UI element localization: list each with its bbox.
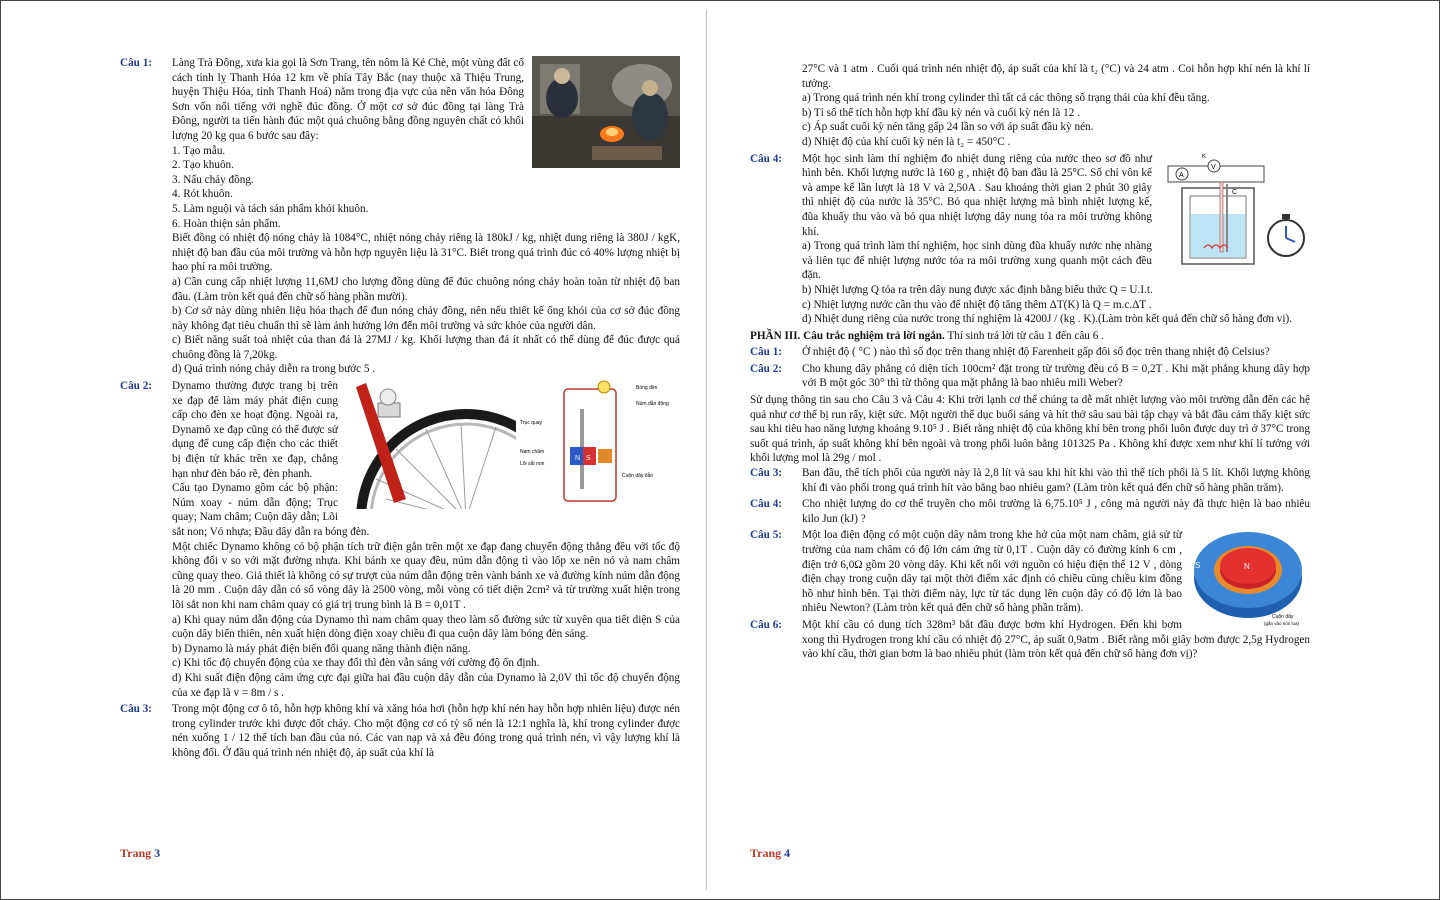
page-4 xyxy=(750,62,1310,664)
calorimeter-diagram xyxy=(1160,152,1310,268)
dynamo-figures xyxy=(346,379,680,509)
label-coil: Cuộn dây dẫn xyxy=(622,473,654,480)
statement-c: c) Biết năng suất toả nhiệt của than đá là 27MJ / kg. Khối lượng than đá ít nhất có thể dùng để đúc được quả chuông đồng là 7,20kg. xyxy=(172,334,680,361)
statement-c: c) Nhiệt lượng nước cần thu vào để nhiệt độ tăng thêm ΔT(K) là Q = m.c.ΔT . xyxy=(802,298,1152,311)
label-knob: Núm dẫn động xyxy=(636,401,669,408)
loudspeaker-magnet-diagram xyxy=(1190,528,1310,628)
statement-a: a) Cần cung cấp nhiệt lượng 11,6MJ cho lượng đồng dùng để đúc chuông nóng chảy hoàn toàn từ nhiệt độ ban đầu. (Làm tròn kết quả đến chữ số hàng phần mười). xyxy=(172,275,680,303)
short-question-4: Câu 4: Cho nhiệt lượng do cơ thể truyền cho môi trường là 6,75.10⁵ J , công mà người này đã thực hiện là bao nhiêu kilo Jun (kJ) ? xyxy=(750,498,1310,525)
statement-b: b) Tỉ số thể tích hỗn hợp khí đầu kỳ nén và cuối kỳ nén là 12 . xyxy=(802,106,1080,119)
pole-n: N xyxy=(1244,562,1250,572)
question-label: Câu 1: xyxy=(120,57,153,69)
calorimeter-label: C xyxy=(1232,188,1238,196)
question-label: Câu 1: xyxy=(750,346,783,359)
label-bulb: Bóng đèn xyxy=(636,385,658,392)
question-3-continued: 27°C và 1 atm . Cuối quá trình nén nhiệt độ, áp suất của khí là t₂ (°C) và 24 atm . Coi hỗn hợp khí nén là khí lí tưởng. a) Trong quá trình nén khí trong cylinder thì tất cả các thông số trạng thái của khí đều tăng. b) Tỉ số thể tích hỗn hợp khí đầu kỳ nén và cuối kỳ nén là 12 . c) Áp suất cuối kỳ nén tăng gấp 24 lần so với áp suất đầu kỳ nén. d) Nhiệt độ của khí cuối kỳ nén là t₂ = 450°C . xyxy=(802,63,1310,148)
voltmeter-label: V xyxy=(1211,163,1216,171)
statement-a: a) Khi quay núm dẫn động của Dynamo thì nam châm quay theo làm số đường sức từ xuyên qua tiết diện S của cuộn dây biến thiên, nên xuất hiện dòng điện xoay chiều đi qua cuộn dây làm bóng đèn sáng. xyxy=(172,613,680,641)
question-label: Câu 6: xyxy=(750,618,783,631)
question-label: Câu 2: xyxy=(120,380,153,393)
question-2: Câu 2: N S Bóng đèn Núm dẫn động Trục quay Nam châm Lõi sắt non Cuộn dây dẫn Dynamo thường được trang bị trên xe đạp để làm máy phát điện cung cấp cho đèn xe hoạt động. Ngoài ra, Dynamô xe đạp cũng có thể được sử dụng để cung cấp điện cho các thiết bị điện tử khác trên xe đạp, chẳng hạn như đèn báo rẽ, đèn phanh. Cấu tạo Dynamo gồm các bộ phận: Núm xoay - núm dẫn động; Trục quay; Nam châm; Cuộn dây dẫn; Lõi sắt non; Vỏ nhựa; Đầu dây dẫn ra bóng đèn. Một chiếc Dynamo không có bộ phận tích trữ điện gắn trên một xe đạp đang chuyển động thẳng đều với tốc độ không đổi v so với mặt đường nhựa. Khi bánh xe quay đều, núm dẫn động tì vào lốp xe nên nó và nam châm cũng quay theo. Giả thiết là không có sự trượt của núm dẫn động trên vành bánh xe và đường kính núm dẫn động là 20 mm . Cuộn dây dẫn có số vòng dây là 2500 vòng, mỗi vòng có tiết diện 2cm² và từ trường xuất hiện trong lõi sắt non khi nam châm quay có giá trị trung bình là B = 0,01T . a) Khi quay núm dẫn động của Dynamo thì nam châm quay theo làm số đường sức từ xuyên qua tiết diện S của cuộn dây biến thiên, nên xuất hiện dòng điện xoay chiều đi qua cuộn dây làm bóng đèn sáng. b) Dynamo là máy phát điện biến đổi quang năng thành điện năng. c) Khi tốc độ chuyển động của xe thay đổi thì đèn vẫn sáng với cường độ ổn định. d) Khi suất điện động cảm ứng cực đại giữa hai đầu cuộn dây dẫn của Dynamo là 2,0V thì tốc độ chuyển động của xe đạp là v = 8m / s . xyxy=(120,380,680,699)
ammeter-label: A xyxy=(1179,171,1184,179)
short-question-6: Câu 6: Một khí cầu có dung tích 328m³ bắt đầu được bơm khí Hydrogen. Đến khi bơm xong thì Hydrogen trong khí cầu có nhiệt độ 27°C, áp suất 0,9atm . Biết rằng mỗi giây bơm được 2,5g Hydrogen vào khí cầu, thời gian bơm là bao nhiêu phút (làm tròn kết quả đến chữ số hàng đơn vị)? xyxy=(750,618,1310,661)
question-label: Câu 3: xyxy=(750,467,783,480)
short-question-5: Câu 5: S N Cuộn dây (gắn vào nón loa) Một loa điện động có một cuộn dây nằm trong khe hở của một nam châm, giả sử từ trường của nam châm có độ lớn cảm ứng từ 0,1T . Cuộn dây có đường kính 6 cm , điện trở 6,0Ω gồm 20 vòng dây. Khi kết nối với nguồn có hiệu điện thế 12 V , dòng điện chạy trong cuộn dây tại một thời điểm xác định có chiều cùng chiều kim đồng hồ như hình bên. Tại thời điểm này, lực từ tác dụng lên cuộn dây có độ lớn là bao nhiêu Newton? (Làm tròn kết quả đến chữ số hàng phần trăm). xyxy=(750,528,1310,616)
statement-b: b) Nhiệt lượng Q tỏa ra trên dây nung được xác định bằng biểu thức Q = U.I.t. xyxy=(802,283,1153,296)
dynamo-structure-diagram xyxy=(520,379,680,509)
question-4: Câu 4: A V K C Một học sinh làm thí nghiệm đo nhiệt dung riêng của nước theo sơ đồ như hình bên. Khối lượng nước là 160 g , nhiệt độ ban đầu là 25°C. Số chỉ vôn kế và ampe kế lần lượt là 18 V và 2,50A . Sau khoảng thời gian 2 phút 30 giây thì nhiệt độ của nước là 35°C. Bỏ qua nhiệt lượng mà bình nhiệt lượng kế, đũa khuấy thu vào và bỏ qua nhiệt lượng dây nung tỏa ra môi trường không khí. a) Trong quá trình làm thí nghiệm, học sinh dùng đũa khuấy nước nhẹ nhàng và liên tục để nhiệt lượng nước tỏa ra môi trường xung quanh một cách đều đặn. b) Nhiệt lượng Q tỏa ra trên dây nung được xác định bằng biểu thức Q = U.I.t. c) Nhiệt lượng nước cần thu vào để nhiệt độ tăng thêm ΔT(K) là Q = m.c.ΔT . d) Nhiệt dung riêng của nước trong thí nghiệm là 4200J / (kg . K).(Làm tròn kết quả đến chữ số hàng đơn vị). xyxy=(750,152,1310,327)
question-label: Câu 4: xyxy=(750,498,783,511)
question-label: Câu 3: xyxy=(120,703,153,716)
statement-c: c) Khi tốc độ chuyển động của xe thay đổi thì đèn vẫn sáng với cường độ ổn định. xyxy=(172,657,540,670)
bicycle-dynamo-photo xyxy=(346,379,516,509)
question-1: Câu 1: Làng Trà Đông, xưa kia gọi là Sơn Trang, tên nôm là Kẻ Chè, một vùng đất cổ cách tỉnh lỵ Thanh Hóa 12 km về phía Tây Bắc (nay thuộc xã Thiệu Trung, huyện Thiệu Hóa, tỉnh Thanh Hoá) nằm trong địa vực của nền văn hóa Đông Sơn vốn nổi tiếng với nghề đúc đồng. Ở một cơ sở đúc đồng tại làng Trà Đông, người ta tiến hành đúc một quả chuông bằng đồng nguyên chất có khối lượng 20 kg qua 6 bước sau đây: 1. Tạo mẫu. 2. Tạo khuôn. 3. Nấu chảy đồng. 4. Rót khuôn. 5. Làm nguội và tách sản phẩm khỏi khuôn. 6. Hoàn thiện sản phẩm. Biết đồng có nhiệt độ nóng chảy là 1084°C, nhiệt nóng chảy riêng là 180kJ / kg, nhiệt dung riêng là 380J / kgK, nhiệt độ ban đầu của môi trường và hỗn hợp nguyên liệu là 31°C. Biết trong quá trình đúc có 40% lượng nhiệt bị hao phí ra môi trường. a) Cần cung cấp nhiệt lượng 11,6MJ cho lượng đồng dùng để đúc chuông nóng chảy hoàn toàn từ nhiệt độ ban đầu. (Làm tròn kết quả đến chữ số hàng phần mười). b) Cơ sở này dùng nhiên liệu hóa thạch để đun nóng chảy đồng, nên nếu thiết kế ống khói của cơ sở đúc đồng này không đạt tiêu chuẩn thì sẽ làm ảnh hưởng lớn đến môi trường và sức khỏe của người dân. c) Biết năng suất toả nhiệt của than đá là 27MJ / kg. Khối lượng than đá ít nhất có thể dùng để đúc được quả chuông đồng là 7,20kg. d) Quá trình nóng chảy diễn ra trong bước 5 . xyxy=(120,57,680,376)
page-number-3: Trang 3 xyxy=(120,846,161,860)
pole-s: S xyxy=(1195,561,1201,571)
coil-note: (gắn vào nón loa) xyxy=(1264,621,1300,627)
shared-info: Sử dụng thông tin sau cho Câu 3 và Câu 4: Khi trời lạnh cơ thể chúng ta dễ mất nhiệt lượng vào môi trường dẫn đến các hệ quả như cơ thể bị run rẩy, kiệt sức. Một người thể dục buổi sáng và hít thở sâu sau bài tập chạy và bắt đầu cảm thấy kiệt sức sau khi tiêu hao năng lượng khoảng 9.10⁵ J . Biết rằng nhiệt độ của không khí bên trong phổi luôn được duy trì ở 37°C trong suốt quá trình, áp suất không khí bên ngoài và trong phổi luôn bằng 101325 Pa . Không khí được xem như khí lí tưởng với khối lượng mol là 29g / mol . xyxy=(750,394,1310,465)
question-label: Câu 4: xyxy=(750,152,783,165)
statement-d: d) Nhiệt độ của khí cuối kỳ nén là t₂ = 450°C . xyxy=(802,135,1011,148)
page-number-4: Trang 4 xyxy=(750,846,791,860)
statement-d: d) Khi suất điện động cảm ứng cực đại giữa hai đầu cuộn dây dẫn của Dynamo là 2,0V thì tốc độ chuyển động của xe đạp là v = 8m / s . xyxy=(172,671,680,699)
statement-b: b) Dynamo là máy phát điện biến đổi quang năng thành điện năng. xyxy=(172,642,471,655)
short-question-3: Câu 3: Ban đầu, thể tích phổi của người này là 2,8 lít và sau khi hít khi vào thì thể tích phổi là 5 lít. Khối lượng không khí đi vào phổi trong quá trình hít vào bằng bao nhiêu gam? (Làm tròn kết quả đến chữ số hàng phần trăm). xyxy=(750,467,1310,494)
statement-d: d) Quá trình nóng chảy diễn ra trong bước 5 . xyxy=(172,363,376,376)
question-label: Câu 5: xyxy=(750,529,783,542)
label-shaft: Trục quay xyxy=(520,420,543,427)
short-question-2: Câu 2: Cho khung dây phẳng có diện tích 100cm² đặt trong từ trường đều có B = 0,2T . Khi mặt phẳng khung dây hợp với B một góc 30° thì từ thông qua mặt phẳng là bao nhiêu mili Weber? xyxy=(750,362,1310,390)
magnet-n: N xyxy=(575,455,581,463)
bronze-casting-photo xyxy=(532,56,680,168)
short-question-1: Câu 1: Ở nhiệt độ ( °C ) nào thì số đọc trên thang nhiệt độ Farenheit gấp đôi số đọc trên thang nhiệt độ Celsius? xyxy=(750,346,1270,359)
question-3: Câu 3: Trong một động cơ ô tô, hỗn hợp không khí và xăng hóa hơi (hỗn hợp khí nén hay hỗn hợp nhiên liệu) được nén trong cylinder trước khi được đốt cháy. Cho một động cơ có tỷ số nén là 12:1 nghĩa là, khí trong cylinder được nén xuống 1 / 12 thể tích ban đầu của nó. Các van nạp và xả đều đóng trong quá trình nén, vì vậy lượng khí là không đổi. Ở đầu quá trình nén nhiệt độ, áp suất của khí là xyxy=(120,703,680,759)
statement-a: a) Trong quá trình nén khí trong cylinder thì tất cả các thông số trạng thái của khí đều tăng. xyxy=(802,92,1210,105)
statement-a: a) Trong quá trình làm thí nghiệm, học sinh dùng đũa khuấy nước nhẹ nhàng và liên tục để nhiệt lượng nước tỏa ra môi trường xung quanh một cách đều đặn. xyxy=(802,240,1152,282)
magnet-s: S xyxy=(586,455,591,463)
page-divider xyxy=(706,10,707,890)
label-magnet: Nam châm xyxy=(520,449,545,456)
section-header: PHẦN III. Câu trắc nghiệm trả lời ngắn. Thí sinh trả lời từ câu 1 đến câu 6 . xyxy=(750,329,1104,342)
question-label: Câu 2: xyxy=(750,362,783,375)
switch-label: K xyxy=(1202,153,1207,160)
statement-d: d) Nhiệt dung riêng của nước trong thí nghiệm là 4200J / (kg . K).(Làm tròn kết quả đến chữ số hàng đơn vị). xyxy=(802,313,1292,326)
coil-label: Cuộn dây xyxy=(1272,614,1294,621)
page-3 xyxy=(120,56,680,763)
statement-b: b) Cơ sở này dùng nhiên liệu hóa thạch để đun nóng chảy đồng, nên nếu thiết kế ống khói của cơ sở đúc đồng này không đạt tiêu chuẩn thì sẽ làm ảnh hưởng lớn đến môi trường và sức khỏe của người dân. xyxy=(172,305,680,332)
label-core: Lõi sắt non xyxy=(520,461,545,468)
statement-c: c) Áp suất cuối kỳ nén tăng gấp 24 lần so với áp suất đầu kỳ nén. xyxy=(802,121,1094,134)
